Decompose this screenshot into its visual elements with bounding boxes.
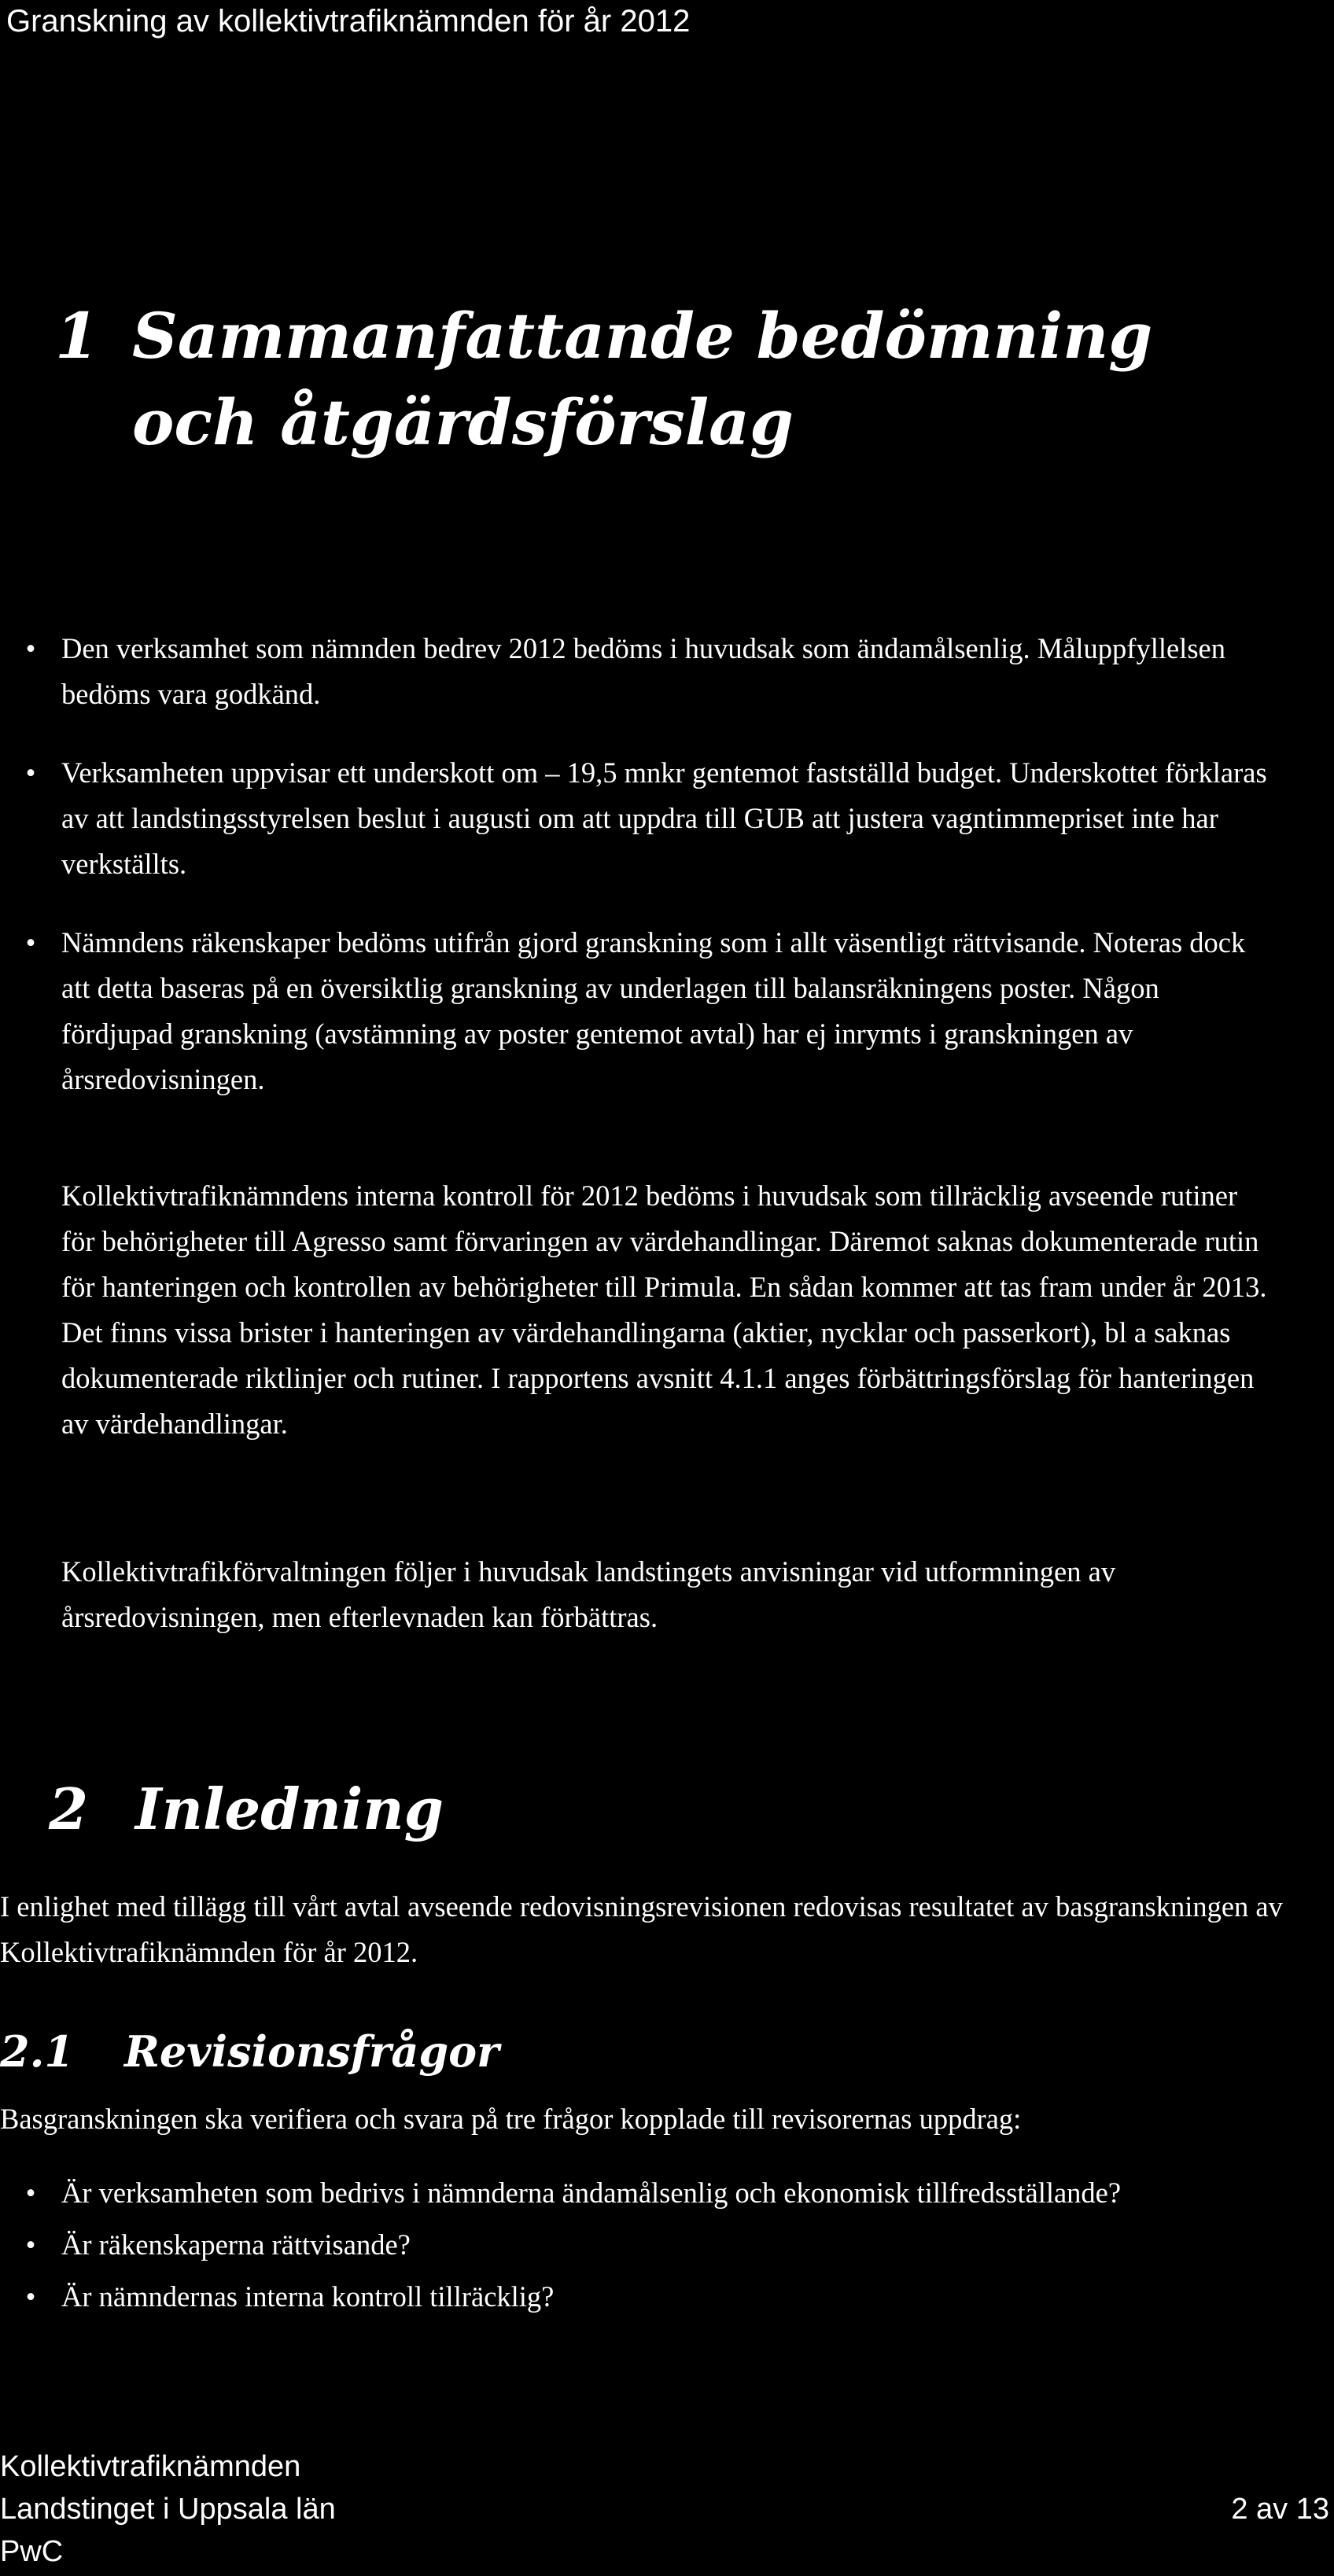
- summary-bullet-list: [0, 626, 1274, 1135]
- subsection-2-1-heading: [0, 2024, 944, 2079]
- page-number: 2 av 13: [1231, 2493, 1329, 2526]
- subsection-2-1-title: Revisionsfrågor: [124, 2026, 499, 2077]
- subsection-2-1-number: 2.1: [0, 2026, 74, 2077]
- bullet-icon: •: [25, 926, 36, 959]
- section-1-number: 1: [55, 299, 99, 373]
- section-2-number: 2: [49, 1776, 89, 1842]
- bullet-icon: •: [25, 2177, 36, 2209]
- running-header: Granskning av kollektivtrafiknämnden för år 2012: [6, 4, 691, 39]
- section-1-heading: [55, 293, 1282, 466]
- list-item-text: Är nämndernas interna kontroll tillräcklig?: [61, 2280, 555, 2313]
- bullet-icon: •: [25, 756, 36, 789]
- bullet-icon: •: [25, 2228, 36, 2261]
- list-item: [0, 2222, 1274, 2268]
- section-2-heading: [49, 1774, 1229, 1845]
- list-item: [0, 750, 1274, 887]
- revision-questions-intro: Basgranskningen ska verifiera och svara på tre frågor kopplade till revisorernas uppdrag:: [0, 2103, 1022, 2135]
- footer-org-line3: PwC: [0, 2535, 64, 2568]
- list-item: [0, 626, 1274, 717]
- footer-org-line2: Landstinget i Uppsala län: [0, 2493, 336, 2526]
- section-1-title-line1: Sammanfattande bedömning: [132, 299, 1153, 373]
- list-item: [0, 2274, 1274, 2320]
- list-item: [0, 2170, 1274, 2216]
- footer-org-line1: Kollektivtrafiknämnden: [0, 2450, 301, 2483]
- bullet-icon: •: [25, 632, 36, 664]
- list-item-text: Verksamheten uppvisar ett underskott om – 19,5 mnkr gentemot fastställd budget. Underskottet förklaras av att landstingsstyrelsen beslut i augusti om att uppdra till GUB att justera vagntimmepriset inte har verkställts.: [61, 756, 1267, 880]
- revision-questions-list: [0, 2170, 1274, 2326]
- list-item-text: Är verksamheten som bedrivs i nämnderna ändamålsenlig och ekonomisk tillfredsställande?: [61, 2177, 1122, 2209]
- list-item: [0, 920, 1274, 1102]
- annual-report-paragraph: Kollektivtrafikförvaltningen följer i huvudsak landstingets anvisningar vid utformningen av årsredovisningen, men efterlevnaden kan förbättras.: [61, 1555, 1116, 1633]
- list-item-text: Är räkenskaperna rättvisande?: [61, 2228, 411, 2261]
- list-item-text: Nämndens räkenskaper bedöms utifrån gjord granskning som i allt väsentligt rättvisande. Noteras dock att detta baseras på en översiktlig granskning av underlagen till balansräkningens poster. Någon fördjupad granskning (avstämning av poster gentemot avtal) har ej inrymts i granskningen av årsredovisningen.: [61, 926, 1246, 1095]
- introduction-paragraph: I enlighet med tillägg till vårt avtal avseende redovisningsrevisionen redovisas resultatet av basgranskningen av Kollektivtrafiknämnden för år 2012.: [0, 1890, 1283, 1968]
- footer-organization: [0, 2445, 336, 2573]
- bullet-icon: •: [25, 2280, 36, 2313]
- list-item-text: Den verksamhet som nämnden bedrev 2012 bedöms i huvudsak som ändamålsenlig. Måluppfyllelsen bedöms vara godkänd.: [61, 632, 1225, 710]
- section-2-title: Inledning: [135, 1776, 444, 1842]
- section-1-title-line2: och åtgärdsförslag: [132, 385, 794, 459]
- internal-control-paragraph: Kollektivtrafiknämndens interna kontroll för 2012 bedöms i huvudsak som tillräcklig avseende rutiner för behörigheter till Agresso samt förvaringen av värdehandlingar. Däremot saknas dokumenterade rutin för hanteringen och kontrollen av behörigheter till Primula. En sådan kommer att tas fram under år 2013. Det finns vissa brister i hanteringen av värdehandlingarna (aktier, nycklar och passerkort), bl a saknas dokumenterade riktlinjer och rutiner. I rapportens avsnitt 4.1.1 anges förbättringsförslag för hanteringen av värdehandlingar.: [61, 1179, 1267, 1440]
